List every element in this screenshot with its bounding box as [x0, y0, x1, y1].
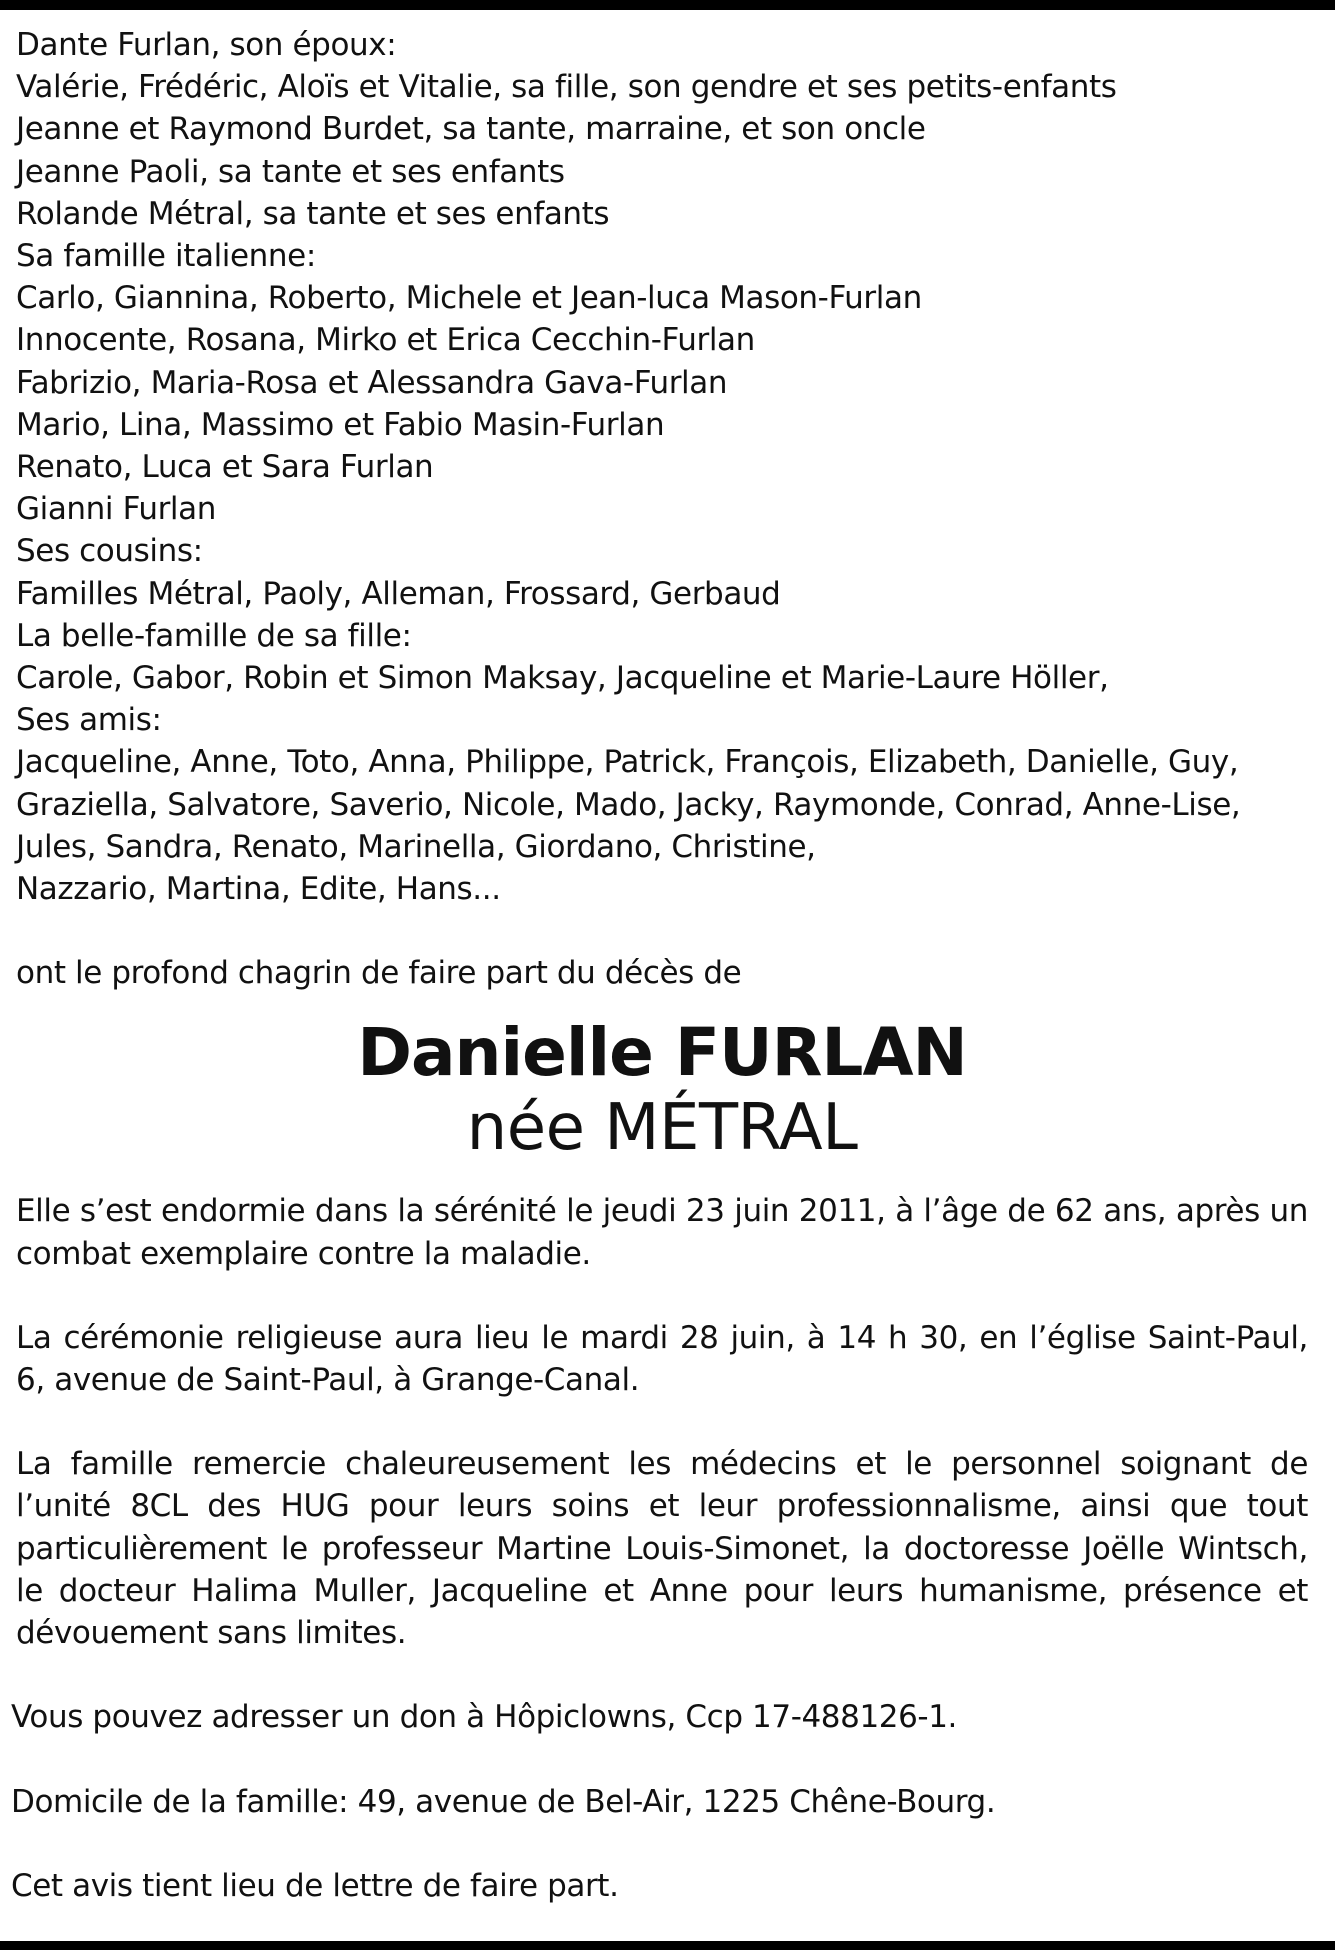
family-list — [16, 24, 1308, 910]
family-line: Rolande Métral, sa tante et ses enfants — [16, 195, 610, 232]
deceased-name: Danielle FURLAN — [357, 1014, 967, 1092]
passing-paragraph: Elle s’est endormie dans la sérénité le jeudi 23 juin 2011, à l’âge de 62 ans, après un combat exemplaire contre la maladie. — [16, 1193, 1308, 1272]
address-paragraph: Domicile de la famille: 49, avenue de Bel-Air, 1225 Chêne-Bourg. — [11, 1783, 996, 1820]
family-line: Jeanne Paoli, sa tante et ses enfants — [16, 153, 565, 190]
friends-line: Nazzario, Martina, Edite, Hans... — [16, 871, 501, 908]
top-border — [0, 0, 1335, 10]
family-line: Mario, Lina, Massimo et Fabio Masin-Furlan — [16, 406, 665, 443]
closing-paragraph: Cet avis tient lieu de lettre de faire part. — [11, 1867, 619, 1904]
family-line: Familles Métral, Paoly, Alleman, Frossard, Gerbaud — [16, 575, 781, 612]
maiden-name: née MÉTRAL — [466, 1091, 858, 1166]
family-line: Carlo, Giannina, Roberto, Michele et Jean-luca Mason-Furlan — [16, 280, 922, 317]
family-group-heading: La belle-famille de sa fille: — [16, 617, 412, 654]
family-line: Jeanne et Raymond Burdet, sa tante, marraine, et son oncle — [16, 111, 926, 148]
family-line: Dante Furlan, son époux: — [16, 27, 397, 63]
obituary-notice — [11, 24, 1308, 1907]
deceased-name-block — [16, 1014, 1308, 1164]
friends-line: Jules, Sandra, Renato, Marinella, Giordano, Christine, — [16, 828, 816, 865]
family-line: Gianni Furlan — [16, 491, 216, 528]
family-line: Valérie, Frédéric, Aloïs et Vitalie, sa fille, son gendre et ses petits-enfants — [16, 69, 1117, 106]
announcement-text: ont le profond chagrin de faire part du décès de — [16, 955, 742, 992]
ceremony-paragraph: La cérémonie religieuse aura lieu le mardi 28 juin, à 14 h 30, en l’église Saint-Paul, 6, avenue de Saint-Paul, à Grange-Canal. — [16, 1319, 1308, 1399]
donation-paragraph: Vous pouvez adresser un don à Hôpiclowns, Ccp 17-488126-1. — [11, 1699, 957, 1736]
bottom-border — [0, 1941, 1335, 1950]
thanks-paragraph: La famille remercie chaleureusement les médecins et le personnel soignant de l’unité 8CL des HUG pour leurs soins et leur professionnalisme, ainsi que tout particulièrement le professeur Martine Louis-Simonet, la doctoresse Joëlle Wintsch, le docteur Halima Muller, Jacqueline et Anne pour leurs humanisme, présence et dévouement sans limites. — [16, 1446, 1308, 1652]
family-line: Fabrizio, Maria-Rosa et Alessandra Gava-Furlan — [16, 364, 728, 401]
family-line: Carole, Gabor, Robin et Simon Maksay, Jacqueline et Marie-Laure Höller, — [16, 660, 1109, 697]
family-line: Innocente, Rosana, Mirko et Erica Cecchin-Furlan — [16, 322, 755, 359]
family-group-heading: Sa famille italienne: — [16, 238, 316, 275]
family-group-heading: Ses amis: — [16, 702, 162, 739]
family-group-heading: Ses cousins: — [16, 533, 203, 570]
family-line: Renato, Luca et Sara Furlan — [16, 449, 434, 486]
friends-line: Graziella, Salvatore, Saverio, Nicole, Mado, Jacky, Raymonde, Conrad, Anne-Lise, — [16, 786, 1241, 823]
friends-line: Jacqueline, Anne, Toto, Anna, Philippe, Patrick, François, Elizabeth, Danielle, Guy, — [16, 744, 1239, 781]
